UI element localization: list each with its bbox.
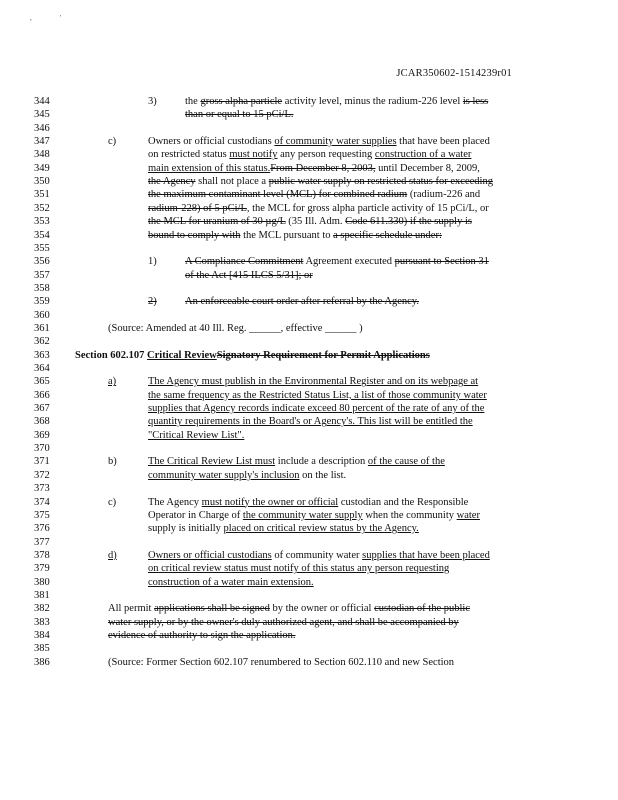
line-number: 353 [34, 216, 50, 228]
line-number: 368 [34, 416, 50, 428]
line-number: 369 [34, 429, 50, 441]
text-segment: is less [462, 96, 489, 107]
body-line [108, 657, 454, 669]
text-segment: The Critical Review List must [148, 456, 276, 468]
text-segment: any person requesting [277, 149, 375, 161]
label-text: d) [108, 549, 117, 561]
line-number: 361 [34, 322, 50, 334]
body-line [148, 230, 442, 242]
body-line [148, 456, 445, 468]
text-segment: radium-228) of 5 pCi/L [148, 202, 247, 214]
text-segment: Signatory Requirement for Permit Applications [216, 349, 430, 361]
line-number: 377 [34, 536, 50, 548]
text-segment: Code 611.330) if the supply is [345, 216, 472, 228]
label-text: 1) [148, 256, 157, 268]
body-line [148, 403, 484, 415]
line-number: 372 [34, 469, 50, 481]
text-segment: the MCL for uranium of 30 µg/L [148, 216, 286, 228]
body-line [185, 296, 419, 308]
text-segment: construction of a water main extension. [148, 576, 314, 588]
text-segment: than or equal to 15 pCi/L. [185, 109, 294, 121]
line-number: 381 [34, 589, 50, 601]
body-line [148, 376, 478, 388]
line-number: 383 [34, 616, 50, 628]
body-line [148, 136, 490, 148]
text-segment: activity level, minus the radium-226 level [282, 96, 463, 107]
text-segment: until December 8, 2009, [375, 162, 480, 174]
line-number: 373 [34, 483, 50, 495]
body-line [148, 523, 419, 535]
body-line [108, 617, 459, 629]
line-number: 366 [34, 389, 50, 401]
text-segment: the community water supply [242, 509, 363, 521]
text-segment: supplies that Agency records indicate exceed 80 percent of the rate of any of the [148, 403, 485, 415]
text-segment: water [456, 509, 480, 521]
text-segment: must notify the owner or official [201, 496, 339, 508]
text-segment: All permit [108, 603, 155, 615]
body-line [148, 390, 487, 402]
label-text: a) [108, 376, 117, 388]
document-id-header: JCAR350602-1514239r01 [396, 68, 512, 79]
body-line [148, 510, 480, 522]
list-item-label [108, 550, 117, 562]
line-number: 345 [34, 109, 50, 121]
line-number: 358 [34, 282, 50, 294]
line-number: 362 [34, 336, 50, 348]
text-segment: water supply, or by the owner's duly authorized agent, and shall be accompanied by [108, 616, 459, 628]
body-line [185, 96, 488, 108]
label-text: c) [108, 136, 117, 148]
text-segment: custodian and the Responsible [338, 496, 469, 508]
text-segment: Owners or official custodians [148, 136, 275, 148]
body-line [148, 430, 244, 442]
line-number: 352 [34, 202, 50, 214]
body-line [185, 109, 293, 121]
text-segment: (Source: Former Section 602.107 renumbered to Section 602.110 and new Section [108, 656, 455, 668]
body-line [148, 216, 472, 228]
text-segment: of the cause of the [367, 456, 445, 468]
text-segment: An enforceable court order after referral by the Agency. [185, 296, 419, 308]
line-number: 385 [34, 643, 50, 655]
text-segment: supplies that have been placed [362, 549, 490, 561]
text-segment: bound to comply with [148, 229, 241, 241]
text-segment: evidence of authority to sign the application. [108, 630, 296, 641]
text-segment: Critical Review [147, 349, 217, 361]
line-number: 374 [34, 496, 50, 508]
list-item-label [108, 497, 116, 509]
line-number: 359 [34, 296, 50, 308]
body-line [148, 176, 493, 188]
text-segment: the Agency [148, 176, 196, 188]
text-segment: the same frequency as the Restricted Status List, a list of those community water [148, 389, 487, 401]
text-segment: Owners or official custodians [148, 549, 272, 561]
line-number: 360 [34, 309, 50, 321]
body-line [148, 577, 314, 589]
label-text: c) [108, 496, 117, 508]
line-number: 356 [34, 256, 50, 268]
text-segment: community water supply's inclusion [148, 469, 300, 481]
text-segment: when the community [362, 509, 457, 521]
section-heading [75, 350, 430, 362]
body-line [148, 550, 490, 562]
line-number: 364 [34, 363, 50, 374]
text-segment: the maximum contaminant level (MCL) for combined radium [148, 189, 408, 201]
text-segment: on restricted status [148, 149, 230, 161]
text-segment: include a description [275, 456, 368, 468]
text-segment: a specific schedule under: [333, 229, 442, 241]
line-number: 357 [34, 269, 50, 281]
line-number: 384 [34, 630, 50, 641]
body-line [108, 603, 470, 615]
line-number: 347 [34, 136, 50, 148]
body-line [148, 203, 489, 215]
line-number: 344 [34, 96, 50, 107]
line-number: 370 [34, 443, 50, 455]
line-number: 367 [34, 403, 50, 415]
text-segment: pursuant to Section 31 [394, 256, 489, 268]
line-number: 371 [34, 456, 50, 468]
text-segment: of the Act [415 ILCS 5/31]; or [185, 269, 313, 281]
line-number: 350 [34, 176, 50, 188]
text-segment: of community water [271, 549, 363, 561]
text-segment: must notify [229, 149, 278, 161]
body-line [148, 563, 449, 575]
text-segment: the [185, 96, 201, 107]
text-segment: of community water supplies [274, 136, 397, 148]
text-segment: gross alpha particle [200, 96, 283, 107]
text-segment: public water supply on restricted status for exceeding [268, 176, 493, 188]
list-item-label [148, 96, 157, 108]
line-number: 380 [34, 576, 50, 588]
line-number: 349 [34, 162, 50, 174]
text-segment: From December 8, 2003, [270, 162, 376, 174]
line-number: 365 [34, 376, 50, 388]
label-text: b) [108, 456, 117, 468]
list-item-label [108, 456, 117, 468]
text-segment: , the MCL for gross alpha particle activity of 15 pCi/L, or [246, 202, 489, 214]
text-segment: main extension of this status. [148, 162, 271, 174]
text-segment: by the owner or official [269, 603, 375, 615]
text-segment: on critical review status must notify of this status any person requesting [148, 563, 450, 575]
text-segment: (35 Ill. Adm. [285, 216, 346, 228]
body-line [148, 497, 468, 509]
body-line [108, 323, 363, 335]
text-segment: Operator in Charge of [148, 509, 243, 521]
corner-mark-right: ' [60, 14, 62, 22]
text-segment: construction of a water [374, 149, 472, 161]
body-line [148, 470, 346, 482]
text-segment: shall not place a [195, 176, 269, 188]
line-number: 346 [34, 122, 50, 134]
body-line [108, 630, 296, 642]
body-line [148, 416, 473, 428]
text-segment: Agreement executed [303, 256, 395, 268]
text-segment: The Agency must publish in the Environmental Register and on its webpage at [148, 376, 479, 388]
text-segment: The Agency [148, 496, 202, 508]
list-item-label [108, 136, 116, 148]
text-segment: applications shall be signed [154, 603, 270, 615]
line-number: 378 [34, 549, 50, 561]
body-line [185, 270, 313, 282]
text-segment: quantity requirements in the Board's or Agency's. This list will be entitled the [148, 416, 473, 428]
line-number: 351 [34, 189, 50, 201]
text-segment: placed on critical review status by the Agency. [223, 523, 419, 535]
line-number: 348 [34, 149, 50, 161]
list-item-label [108, 376, 116, 388]
text-segment: on the list. [299, 469, 347, 481]
line-number: 376 [34, 523, 50, 535]
text-segment: custodian of the public [374, 603, 470, 615]
text-segment: supply is initially [148, 523, 224, 535]
line-number: 386 [34, 656, 50, 668]
text-segment: (Source: Amended at 40 Ill. Reg. ______, effective ______ ) [108, 322, 363, 334]
line-number: 355 [34, 242, 50, 254]
line-number: 363 [34, 349, 50, 361]
text-segment: A Compliance Commitment [185, 256, 304, 268]
text-segment: Section 602.107 [75, 349, 148, 361]
text-segment: that have been placed [396, 136, 490, 148]
body-line [148, 163, 480, 175]
corner-mark-left: , [30, 14, 32, 22]
line-number: 375 [34, 509, 50, 521]
body-line [185, 256, 489, 268]
line-number: 382 [34, 603, 50, 615]
label-text: 3) [148, 96, 157, 107]
text-segment: "Critical Review List". [148, 429, 245, 441]
list-item-label [148, 256, 157, 268]
body-line [148, 149, 471, 161]
list-item-label [148, 296, 157, 308]
line-number: 379 [34, 563, 50, 575]
body-line [148, 189, 480, 201]
text-segment: the MCL pursuant to [240, 229, 334, 241]
text-segment: (radium-226 and [407, 189, 481, 201]
label-text: 2) [148, 296, 157, 308]
line-number: 354 [34, 229, 50, 241]
